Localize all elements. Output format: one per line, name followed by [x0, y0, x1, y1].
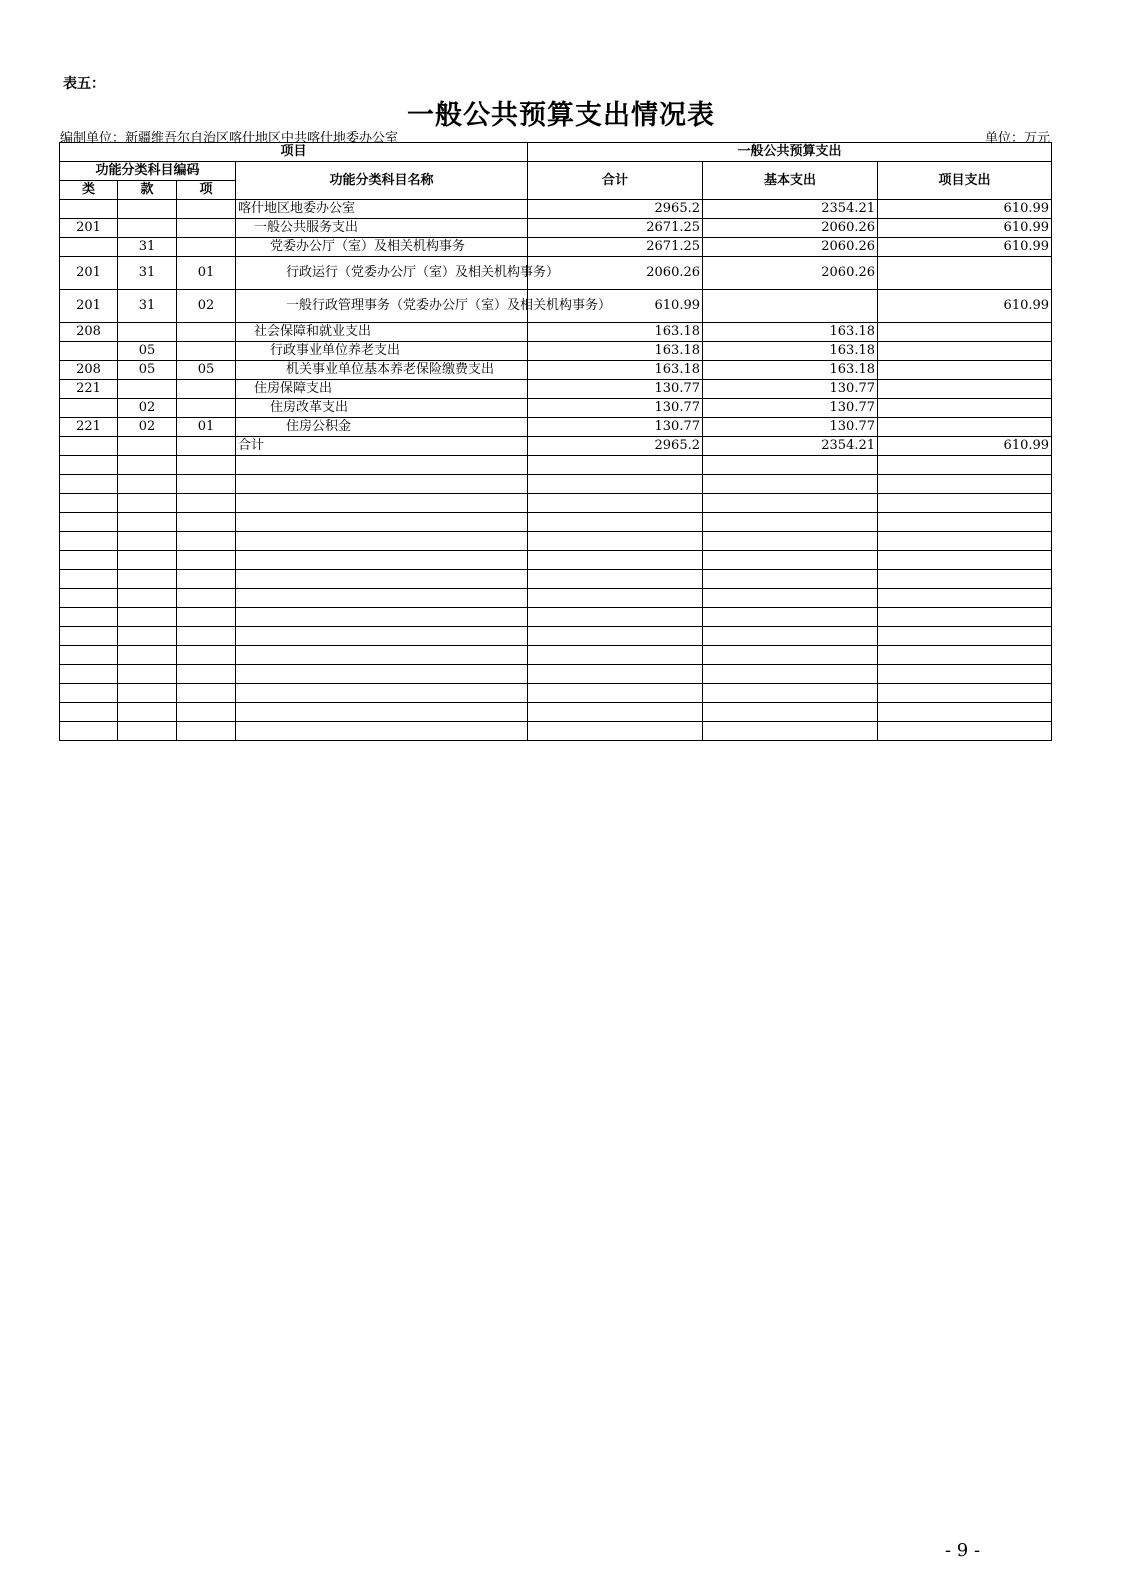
empty-cell	[177, 456, 236, 475]
empty-cell	[118, 589, 177, 608]
table-row	[60, 418, 1052, 437]
table-row	[60, 257, 1052, 290]
empty-cell	[60, 475, 118, 494]
empty-cell	[878, 589, 1052, 608]
cell-xiang	[177, 238, 236, 257]
header-item-group: 项目	[60, 143, 528, 162]
empty-cell	[528, 551, 703, 570]
empty-cell	[60, 608, 118, 627]
empty-cell	[118, 456, 177, 475]
empty-cell	[703, 722, 878, 741]
cell-subject-name: 喀什地区地委办公室	[236, 200, 528, 219]
table-row	[60, 290, 1052, 323]
cell-lei: 221	[60, 418, 118, 437]
empty-cell	[177, 551, 236, 570]
empty-cell	[236, 513, 528, 532]
empty-cell	[703, 532, 878, 551]
cell-xiang: 02	[177, 290, 236, 323]
cell-xiang	[177, 380, 236, 399]
empty-cell	[60, 665, 118, 684]
empty-cell	[177, 494, 236, 513]
empty-cell	[878, 532, 1052, 551]
empty-cell	[703, 475, 878, 494]
empty-cell	[703, 494, 878, 513]
cell-lei	[60, 437, 118, 456]
empty-cell	[528, 494, 703, 513]
empty-cell	[878, 456, 1052, 475]
cell-lei	[60, 399, 118, 418]
empty-cell	[177, 570, 236, 589]
empty-cell	[528, 722, 703, 741]
empty-row	[60, 475, 1052, 494]
header-total: 合计	[528, 162, 703, 200]
table-row	[60, 361, 1052, 380]
cell-total: 163.18	[528, 323, 703, 342]
empty-cell	[236, 456, 528, 475]
cell-kuan	[118, 323, 177, 342]
cell-kuan	[118, 200, 177, 219]
empty-cell	[528, 665, 703, 684]
cell-lei: 208	[60, 361, 118, 380]
empty-cell	[236, 703, 528, 722]
empty-cell	[878, 494, 1052, 513]
cell-xiang: 01	[177, 257, 236, 290]
cell-total: 2060.26	[528, 257, 703, 290]
empty-row	[60, 513, 1052, 532]
cell-kuan: 31	[118, 290, 177, 323]
empty-cell	[878, 608, 1052, 627]
empty-cell	[878, 475, 1052, 494]
table-label: 表五：	[63, 76, 105, 92]
cell-subject-name: 住房保障支出	[236, 380, 528, 399]
header-lei: 类	[60, 181, 118, 200]
empty-row	[60, 665, 1052, 684]
empty-cell	[528, 608, 703, 627]
empty-cell	[236, 494, 528, 513]
empty-cell	[60, 646, 118, 665]
cell-subject-name: 行政运行（党委办公厅（室）及相关机构事务）	[236, 257, 528, 290]
empty-cell	[60, 570, 118, 589]
empty-cell	[878, 513, 1052, 532]
empty-cell	[177, 665, 236, 684]
prepared-by-unit: 编制单位：新疆维吾尔自治区喀什地区中共喀什地委办公室	[60, 131, 399, 146]
cell-kuan	[118, 380, 177, 399]
cell-kuan: 31	[118, 238, 177, 257]
empty-cell	[177, 589, 236, 608]
cell-project	[878, 323, 1052, 342]
empty-cell	[60, 513, 118, 532]
cell-subject-name: 社会保障和就业支出	[236, 323, 528, 342]
cell-basic	[703, 290, 878, 323]
empty-cell	[60, 589, 118, 608]
cell-project	[878, 257, 1052, 290]
empty-cell	[236, 551, 528, 570]
currency-unit: 单位：万元	[984, 131, 1050, 146]
cell-basic: 2354.21	[703, 200, 878, 219]
empty-cell	[703, 703, 878, 722]
header-subject-name: 功能分类科目名称	[236, 162, 528, 200]
cell-xiang	[177, 399, 236, 418]
empty-cell	[703, 570, 878, 589]
empty-cell	[236, 589, 528, 608]
empty-cell	[528, 532, 703, 551]
empty-cell	[236, 532, 528, 551]
cell-lei: 201	[60, 290, 118, 323]
empty-row	[60, 646, 1052, 665]
empty-row	[60, 684, 1052, 703]
empty-cell	[528, 684, 703, 703]
cell-subject-name: 合计	[236, 437, 528, 456]
empty-row	[60, 532, 1052, 551]
empty-cell	[878, 646, 1052, 665]
empty-cell	[60, 684, 118, 703]
empty-cell	[878, 627, 1052, 646]
cell-kuan	[118, 219, 177, 238]
cell-xiang	[177, 437, 236, 456]
table-row	[60, 342, 1052, 361]
empty-cell	[703, 513, 878, 532]
cell-xiang	[177, 342, 236, 361]
empty-cell	[118, 532, 177, 551]
empty-row	[60, 608, 1052, 627]
empty-cell	[528, 589, 703, 608]
empty-cell	[703, 608, 878, 627]
cell-subject-name: 住房改革支出	[236, 399, 528, 418]
empty-cell	[60, 703, 118, 722]
empty-cell	[60, 627, 118, 646]
empty-cell	[118, 722, 177, 741]
empty-cell	[703, 551, 878, 570]
empty-cell	[528, 646, 703, 665]
empty-cell	[60, 532, 118, 551]
table-row	[60, 380, 1052, 399]
empty-cell	[177, 608, 236, 627]
empty-cell	[528, 475, 703, 494]
cell-total: 2671.25	[528, 219, 703, 238]
empty-cell	[878, 703, 1052, 722]
empty-cell	[60, 456, 118, 475]
empty-cell	[60, 494, 118, 513]
cell-lei: 201	[60, 257, 118, 290]
table-row	[60, 323, 1052, 342]
empty-cell	[118, 570, 177, 589]
header-kuan: 款	[118, 181, 177, 200]
empty-cell	[177, 475, 236, 494]
cell-subject-name: 住房公积金	[236, 418, 528, 437]
empty-cell	[177, 684, 236, 703]
empty-cell	[236, 608, 528, 627]
empty-cell	[703, 589, 878, 608]
empty-cell	[236, 684, 528, 703]
empty-row	[60, 494, 1052, 513]
empty-cell	[703, 456, 878, 475]
empty-cell	[878, 665, 1052, 684]
empty-cell	[236, 722, 528, 741]
cell-project	[878, 380, 1052, 399]
empty-cell	[118, 627, 177, 646]
header-code-group: 功能分类科目编码	[60, 162, 236, 181]
cell-lei: 221	[60, 380, 118, 399]
header-basic-expenditure: 基本支出	[703, 162, 878, 200]
empty-cell	[60, 551, 118, 570]
cell-subject-name: 行政事业单位养老支出	[236, 342, 528, 361]
cell-project	[878, 361, 1052, 380]
cell-xiang	[177, 323, 236, 342]
empty-cell	[703, 665, 878, 684]
cell-total: 130.77	[528, 399, 703, 418]
cell-kuan: 02	[118, 399, 177, 418]
empty-cell	[118, 494, 177, 513]
empty-cell	[118, 684, 177, 703]
table-row	[60, 437, 1052, 456]
cell-basic: 2060.26	[703, 238, 878, 257]
empty-cell	[118, 646, 177, 665]
cell-basic: 2354.21	[703, 437, 878, 456]
page-title: 一般公共预算支出情况表	[407, 100, 715, 131]
empty-row	[60, 722, 1052, 741]
cell-project: 610.99	[878, 200, 1052, 219]
empty-row	[60, 551, 1052, 570]
cell-total: 163.18	[528, 361, 703, 380]
empty-cell	[118, 551, 177, 570]
cell-subject-name: 机关事业单位基本养老保险缴费支出	[236, 361, 528, 380]
table-row	[60, 238, 1052, 257]
table-row	[60, 200, 1052, 219]
empty-cell	[528, 703, 703, 722]
header-xiang: 项	[177, 181, 236, 200]
empty-cell	[118, 475, 177, 494]
cell-project: 610.99	[878, 437, 1052, 456]
cell-project: 610.99	[878, 238, 1052, 257]
empty-cell	[177, 532, 236, 551]
empty-cell	[703, 684, 878, 703]
cell-total: 130.77	[528, 418, 703, 437]
cell-basic: 2060.26	[703, 219, 878, 238]
empty-cell	[878, 551, 1052, 570]
empty-cell	[236, 475, 528, 494]
cell-xiang	[177, 219, 236, 238]
empty-cell	[118, 608, 177, 627]
empty-cell	[236, 570, 528, 589]
cell-basic: 2060.26	[703, 257, 878, 290]
empty-row	[60, 627, 1052, 646]
empty-cell	[528, 570, 703, 589]
empty-cell	[878, 570, 1052, 589]
empty-row	[60, 456, 1052, 475]
empty-cell	[236, 646, 528, 665]
empty-cell	[236, 627, 528, 646]
cell-kuan	[118, 437, 177, 456]
empty-cell	[118, 513, 177, 532]
table-row	[60, 399, 1052, 418]
empty-row	[60, 589, 1052, 608]
empty-row	[60, 703, 1052, 722]
empty-cell	[528, 627, 703, 646]
empty-cell	[236, 665, 528, 684]
cell-kuan: 31	[118, 257, 177, 290]
cell-total: 2671.25	[528, 238, 703, 257]
table-row	[60, 219, 1052, 238]
empty-cell	[177, 703, 236, 722]
cell-lei: 208	[60, 323, 118, 342]
empty-cell	[528, 456, 703, 475]
cell-kuan: 02	[118, 418, 177, 437]
cell-project	[878, 399, 1052, 418]
cell-project	[878, 342, 1052, 361]
budget-expenditure-table	[59, 142, 1052, 741]
cell-project: 610.99	[878, 290, 1052, 323]
header-budget-group: 一般公共预算支出	[528, 143, 1052, 162]
cell-subject-name: 党委办公厅（室）及相关机构事务	[236, 238, 528, 257]
cell-basic: 163.18	[703, 342, 878, 361]
empty-cell	[703, 646, 878, 665]
empty-cell	[60, 722, 118, 741]
empty-cell	[177, 722, 236, 741]
cell-total: 163.18	[528, 342, 703, 361]
empty-cell	[703, 627, 878, 646]
cell-lei	[60, 238, 118, 257]
cell-project: 610.99	[878, 219, 1052, 238]
cell-total: 130.77	[528, 380, 703, 399]
cell-subject-name: 一般公共服务支出	[236, 219, 528, 238]
cell-xiang: 01	[177, 418, 236, 437]
empty-cell	[177, 646, 236, 665]
cell-xiang: 05	[177, 361, 236, 380]
cell-kuan: 05	[118, 361, 177, 380]
cell-basic: 163.18	[703, 323, 878, 342]
empty-row	[60, 570, 1052, 589]
cell-project	[878, 418, 1052, 437]
header-project-expenditure: 项目支出	[878, 162, 1052, 200]
empty-cell	[177, 513, 236, 532]
cell-total: 610.99	[528, 290, 703, 323]
cell-total: 2965.2	[528, 437, 703, 456]
cell-basic: 163.18	[703, 361, 878, 380]
cell-basic: 130.77	[703, 399, 878, 418]
cell-subject-name: 一般行政管理事务（党委办公厅（室）及相关机构事务）	[236, 290, 528, 323]
cell-xiang	[177, 200, 236, 219]
cell-lei: 201	[60, 219, 118, 238]
cell-basic: 130.77	[703, 418, 878, 437]
empty-cell	[528, 513, 703, 532]
cell-total: 2965.2	[528, 200, 703, 219]
empty-cell	[118, 703, 177, 722]
cell-basic: 130.77	[703, 380, 878, 399]
empty-cell	[177, 627, 236, 646]
cell-lei	[60, 342, 118, 361]
empty-cell	[878, 722, 1052, 741]
cell-kuan: 05	[118, 342, 177, 361]
page-number: - 9 -	[945, 1540, 981, 1561]
empty-cell	[118, 665, 177, 684]
empty-cell	[878, 684, 1052, 703]
cell-lei	[60, 200, 118, 219]
